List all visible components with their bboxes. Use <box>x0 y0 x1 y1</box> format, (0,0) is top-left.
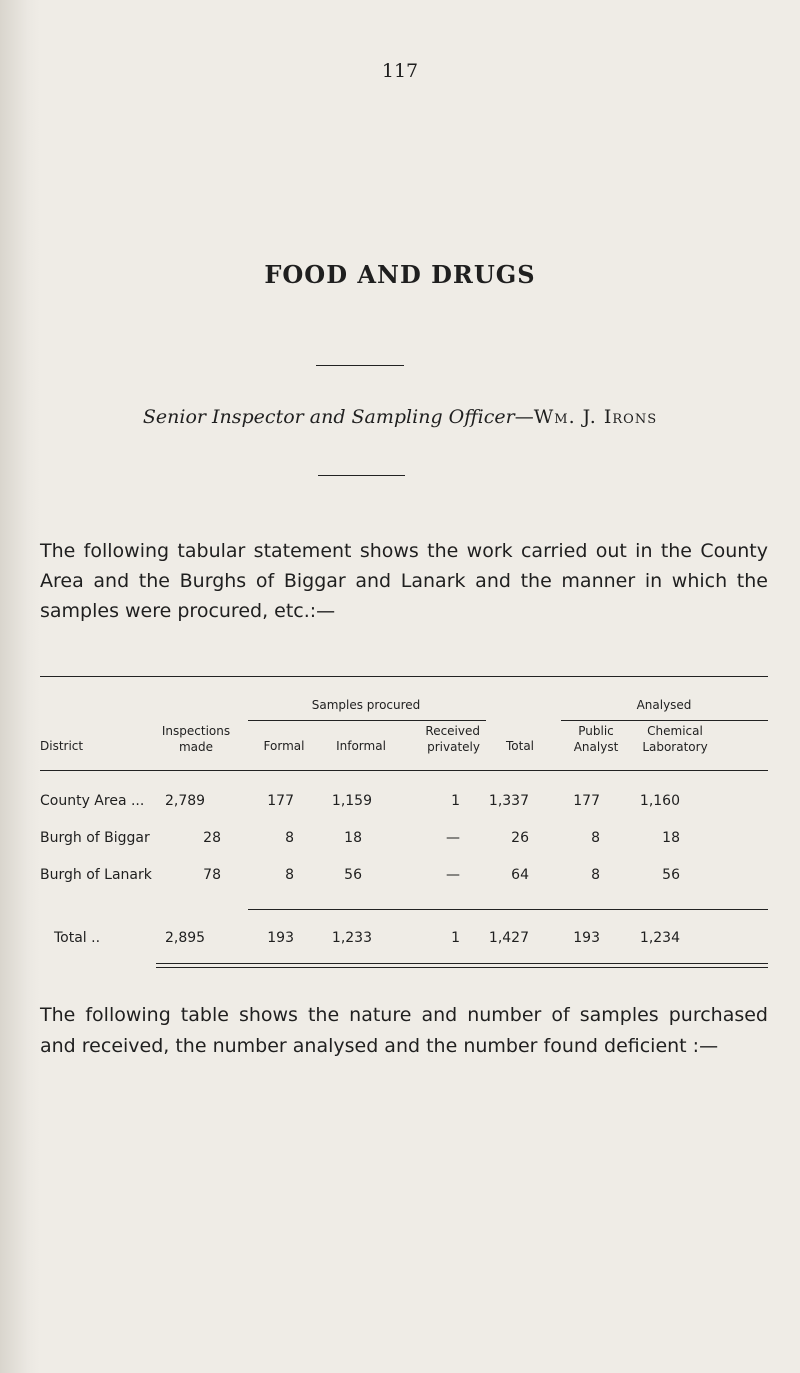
cell-district: Burgh of Lanark <box>40 867 152 883</box>
cell-formal: 177 <box>267 793 294 809</box>
col-received: Received privately <box>425 724 480 754</box>
cell-total: 64 <box>511 867 529 883</box>
page-title: FOOD AND DRUGS <box>264 260 536 289</box>
cell-received: 1 <box>451 930 460 946</box>
col-public-analyst: Public Analyst <box>573 724 619 754</box>
cell-formal: 8 <box>285 830 294 846</box>
cell-chemical-laboratory: 1,234 <box>639 930 680 946</box>
cell-public-analyst: 8 <box>591 830 600 846</box>
cell-public-analyst: 177 <box>573 793 600 809</box>
col-district: District <box>40 739 84 753</box>
cell-informal: 1,159 <box>331 793 372 809</box>
cell-public-analyst: 8 <box>591 867 600 883</box>
samples-rule <box>248 720 486 721</box>
officer-line <box>0 406 800 428</box>
officer-name: Wm. J. Irons <box>533 406 658 428</box>
col-formal: Formal <box>263 739 305 753</box>
cell-informal: 18 <box>344 830 362 846</box>
cell-formal: 8 <box>285 867 294 883</box>
page-shadow <box>0 0 40 1373</box>
cell-total: 1,337 <box>488 793 529 809</box>
col-inspections: Inspections made <box>161 724 231 754</box>
cell-informal: 1,233 <box>331 930 372 946</box>
subtitle-rule <box>318 475 405 476</box>
table-top-rule <box>40 676 768 677</box>
cell-chemical-laboratory: 1,160 <box>639 793 680 809</box>
cell-inspections: 2,789 <box>165 793 206 809</box>
totals-bottom-rule-2 <box>156 967 768 968</box>
cell-received: — <box>446 867 460 883</box>
cell-received: 1 <box>451 793 460 809</box>
cell-inspections: 2,895 <box>165 930 206 946</box>
cell-district: County Area ... <box>40 793 145 809</box>
cell-received: — <box>446 830 460 846</box>
closing-paragraph: The following table shows the nature and number of samples purchased and received, the number analysed and the number found deficient :— <box>40 1004 768 1057</box>
cell-chemical-laboratory: 18 <box>662 830 680 846</box>
title-rule <box>316 365 404 366</box>
cell-district: Burgh of Biggar <box>40 830 150 846</box>
officer-dash: — <box>514 406 534 428</box>
cell-formal: 193 <box>267 930 294 946</box>
intro-paragraph: The following tabular statement shows the work carried out in the County Area and the Burghs of Biggar and Lanark and the manner in which the samples were procured, etc.:— <box>40 540 768 622</box>
page-number: 117 <box>381 60 419 82</box>
totals-bottom-rule-1 <box>156 963 768 964</box>
col-total: Total <box>505 739 535 753</box>
header-samples-procured: Samples procured <box>311 698 421 712</box>
officer-role: Senior Inspector and Sampling Officer <box>142 406 515 428</box>
cell-chemical-laboratory: 56 <box>662 867 680 883</box>
cell-total: 26 <box>511 830 529 846</box>
cell-district: Total .. <box>54 930 101 946</box>
header-analysed: Analysed <box>636 698 692 712</box>
cell-informal: 56 <box>344 867 362 883</box>
totals-top-rule <box>248 909 768 910</box>
cell-total: 1,427 <box>488 930 529 946</box>
cell-inspections: 78 <box>203 867 221 883</box>
col-informal: Informal <box>336 739 386 753</box>
analysed-rule <box>561 720 768 721</box>
col-chemical-laboratory: Chemical Laboratory <box>642 724 708 754</box>
cell-inspections: 28 <box>203 830 221 846</box>
header-bottom-rule <box>40 770 768 771</box>
cell-public-analyst: 193 <box>573 930 600 946</box>
